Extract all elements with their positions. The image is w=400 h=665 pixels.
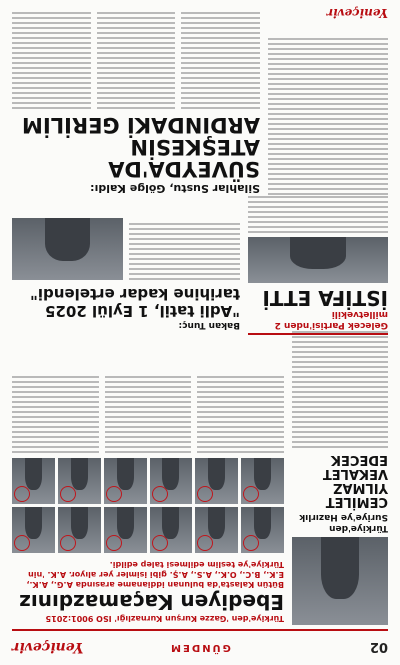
syria-kicker: Silahlar Sustu, Gölge Kaldı: [90,182,260,195]
masthead-bar [12,629,388,657]
mugshot [195,458,238,504]
mugshot-grid [12,458,284,553]
mugshot [12,458,55,504]
minister-kicker: Bakan Tunç: [178,320,240,330]
mugshot [241,458,284,504]
left-column [292,328,388,625]
minister-headline: "Adli tatil, 1 Eylül 2025 tarihine kadar ertelendi" [30,285,240,320]
bottom-side-column [268,35,388,195]
left-column-body [292,331,388,448]
syria-body [12,9,260,109]
page-number: 02 [369,639,388,654]
column-photo [292,537,388,625]
minister-body [12,218,240,280]
mugshot [150,507,193,553]
minister-photo [12,218,123,280]
mugshot [58,458,101,504]
brand-logo: Yeniçevir [12,639,84,655]
resignation-box [248,193,388,335]
mugshot [150,458,193,504]
footer-logo: Yeniçevir [326,6,388,20]
main-story-kicker: Türkiye'den 'Gazze Kurşun Kurnazlığı' ISO 9001:2015 [45,614,284,623]
main-story-subhead: Bütün Kalasta'da bulunan iddianame arasında A.G., A.K., E.K., B.C., O.K., A.S., A.Ş. gibi isimler yer alıyor. A.K. 'nin Türkiye'ye teslim edilmesi talep edildi. [26,560,284,589]
mugshot [104,507,147,553]
mugshot [195,507,238,553]
resignation-headline: İSTİFA ETTİ [262,286,388,310]
syria-story [12,9,260,195]
resignation-kicker: Gelecek Partisi'nden 2 milletvekili [274,309,388,330]
main-story-headline: Ebediyen Kaçamazdınız [19,590,284,614]
main-story-body [12,373,284,453]
section-title: GÜNDEM [169,642,231,653]
mugshot [241,507,284,553]
resignation-body [248,196,388,233]
mugshot [12,507,55,553]
left-column-headline: CEMİLET YILMAZ VEKALET EDECEK [322,452,388,509]
main-story [12,373,284,625]
resignation-photo [248,237,388,283]
syria-headline: SÜVEYDA'DA ATEŞKESİN ARDINDAKİ GERİLİM [22,113,260,181]
mugshot [104,458,147,504]
left-column-kicker: Türkiye'den Suriye'ye Hazırlık [299,512,388,533]
minister-story [12,218,240,330]
bottom-section [12,10,388,195]
mugshot [58,507,101,553]
